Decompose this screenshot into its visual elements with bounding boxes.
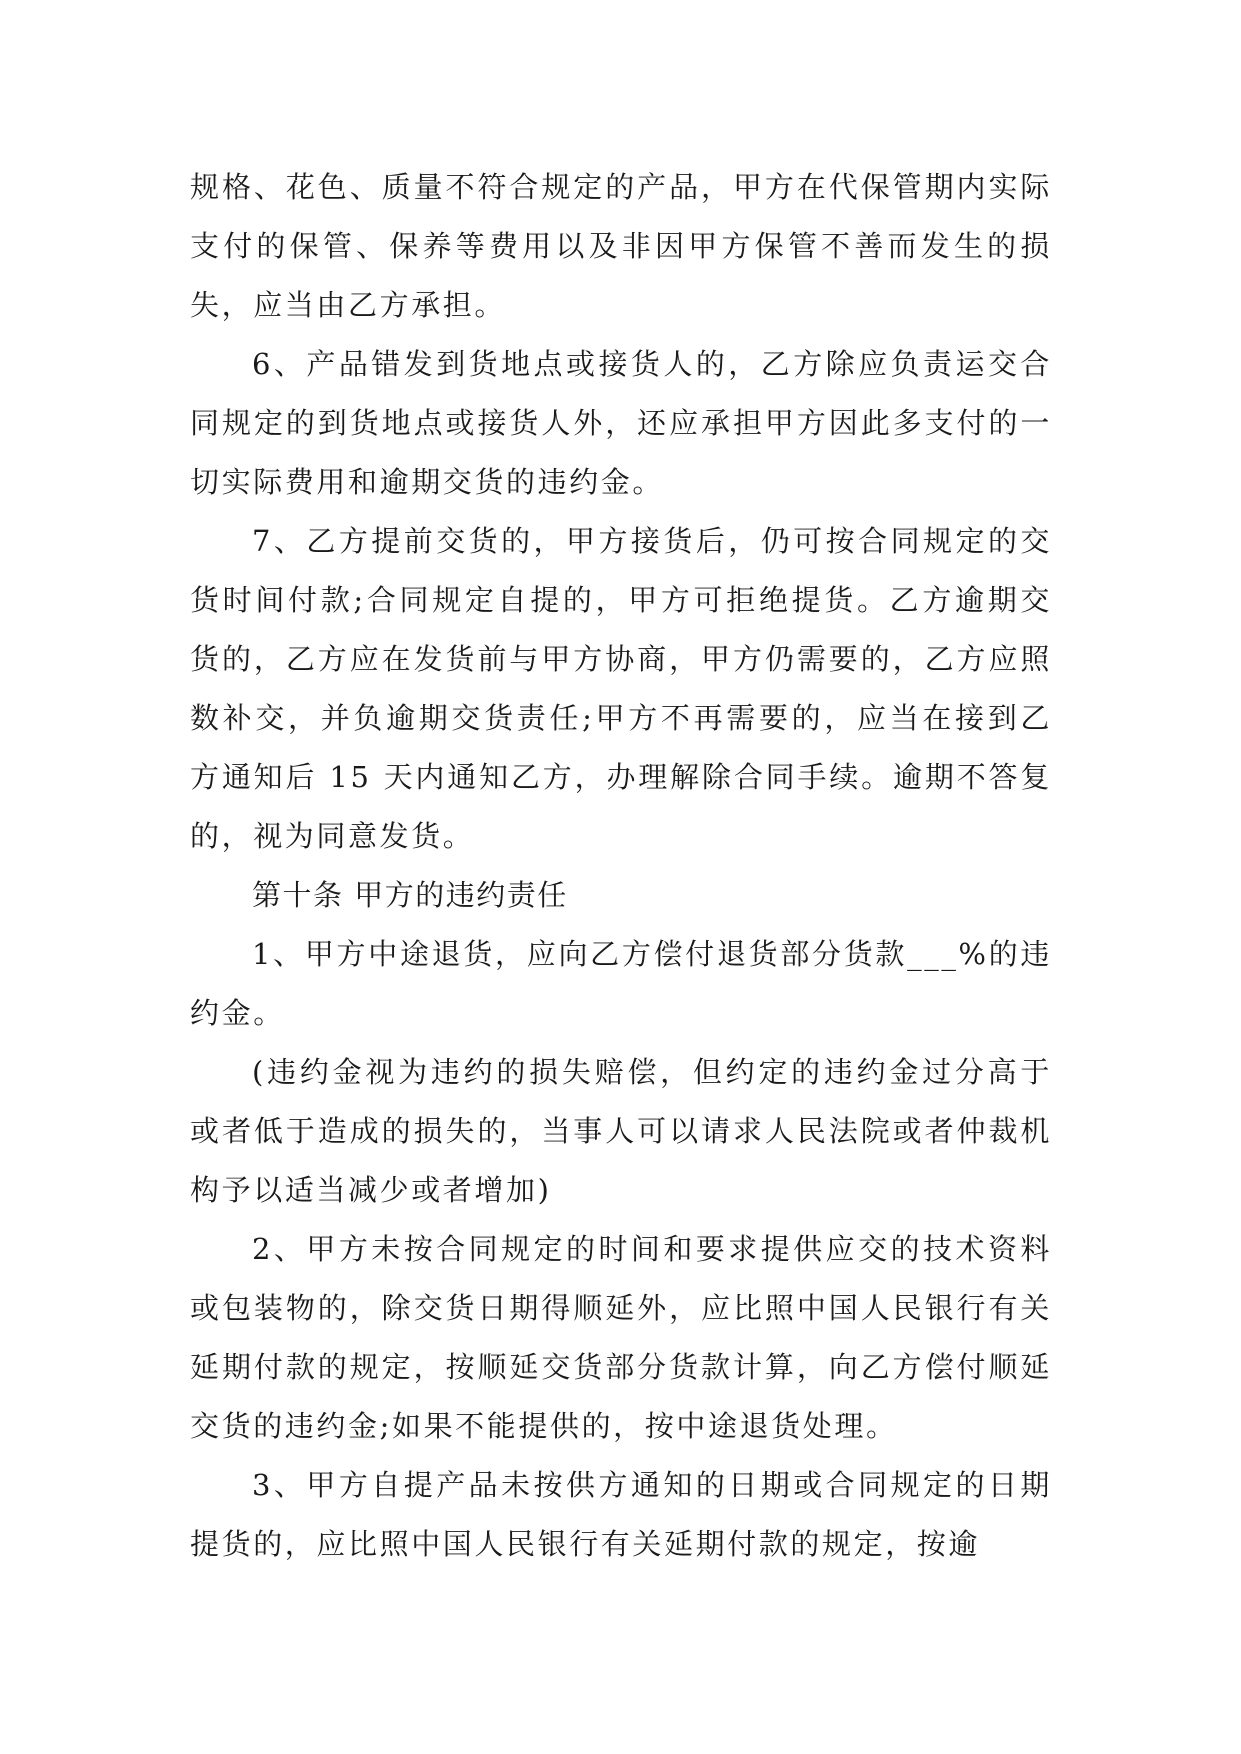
section-heading-article-10: 第十条 甲方的违约责任 <box>252 878 568 912</box>
document-body <box>190 158 1052 1574</box>
paragraph-item-7: 7、乙方提前交货的，甲方接货后，仍可按合同规定的交货时间付款;合同规定自提的，甲方可拒绝提货。乙方逾期交货的，乙方应在发货前与甲方协商，甲方仍需要的，乙方应照数补交，并负逾期交货责任;甲方不再需要的，应当在接到乙方通知后 15 天内通知乙方，办理解除合同手续。逾期不答复的，视为同意发货。 <box>190 524 1052 853</box>
paragraph-article-10-note: (违约金视为违约的损失赔偿，但约定的违约金过分高于或者低于造成的损失的，当事人可以请求人民法院或者仲裁机构予以适当减少或者增加) <box>190 1055 1052 1207</box>
paragraph-item-6: 6、产品错发到货地点或接货人的，乙方除应负责运交合同规定的到货地点或接货人外，还应承担甲方因此多支付的一切实际费用和逾期交货的违约金。 <box>190 347 1052 499</box>
paragraph-article-10-item-1: 1、甲方中途退货，应向乙方偿付退货部分货款___%的违约金。 <box>190 937 1052 1030</box>
paragraph-article-10-item-3: 3、甲方自提产品未按供方通知的日期或合同规定的日期提货的，应比照中国人民银行有关延期付款的规定，按逾 <box>190 1468 1052 1561</box>
paragraph-continuation: 规格、花色、质量不符合规定的产品，甲方在代保管期内实际支付的保管、保养等费用以及非因甲方保管不善而发生的损失，应当由乙方承担。 <box>190 170 1052 322</box>
paragraph-article-10-item-2: 2、甲方未按合同规定的时间和要求提供应交的技术资料或包装物的，除交货日期得顺延外，应比照中国人民银行有关延期付款的规定，按顺延交货部分货款计算，向乙方偿付顺延交货的违约金;如果不能提供的，按中途退货处理。 <box>190 1232 1052 1443</box>
